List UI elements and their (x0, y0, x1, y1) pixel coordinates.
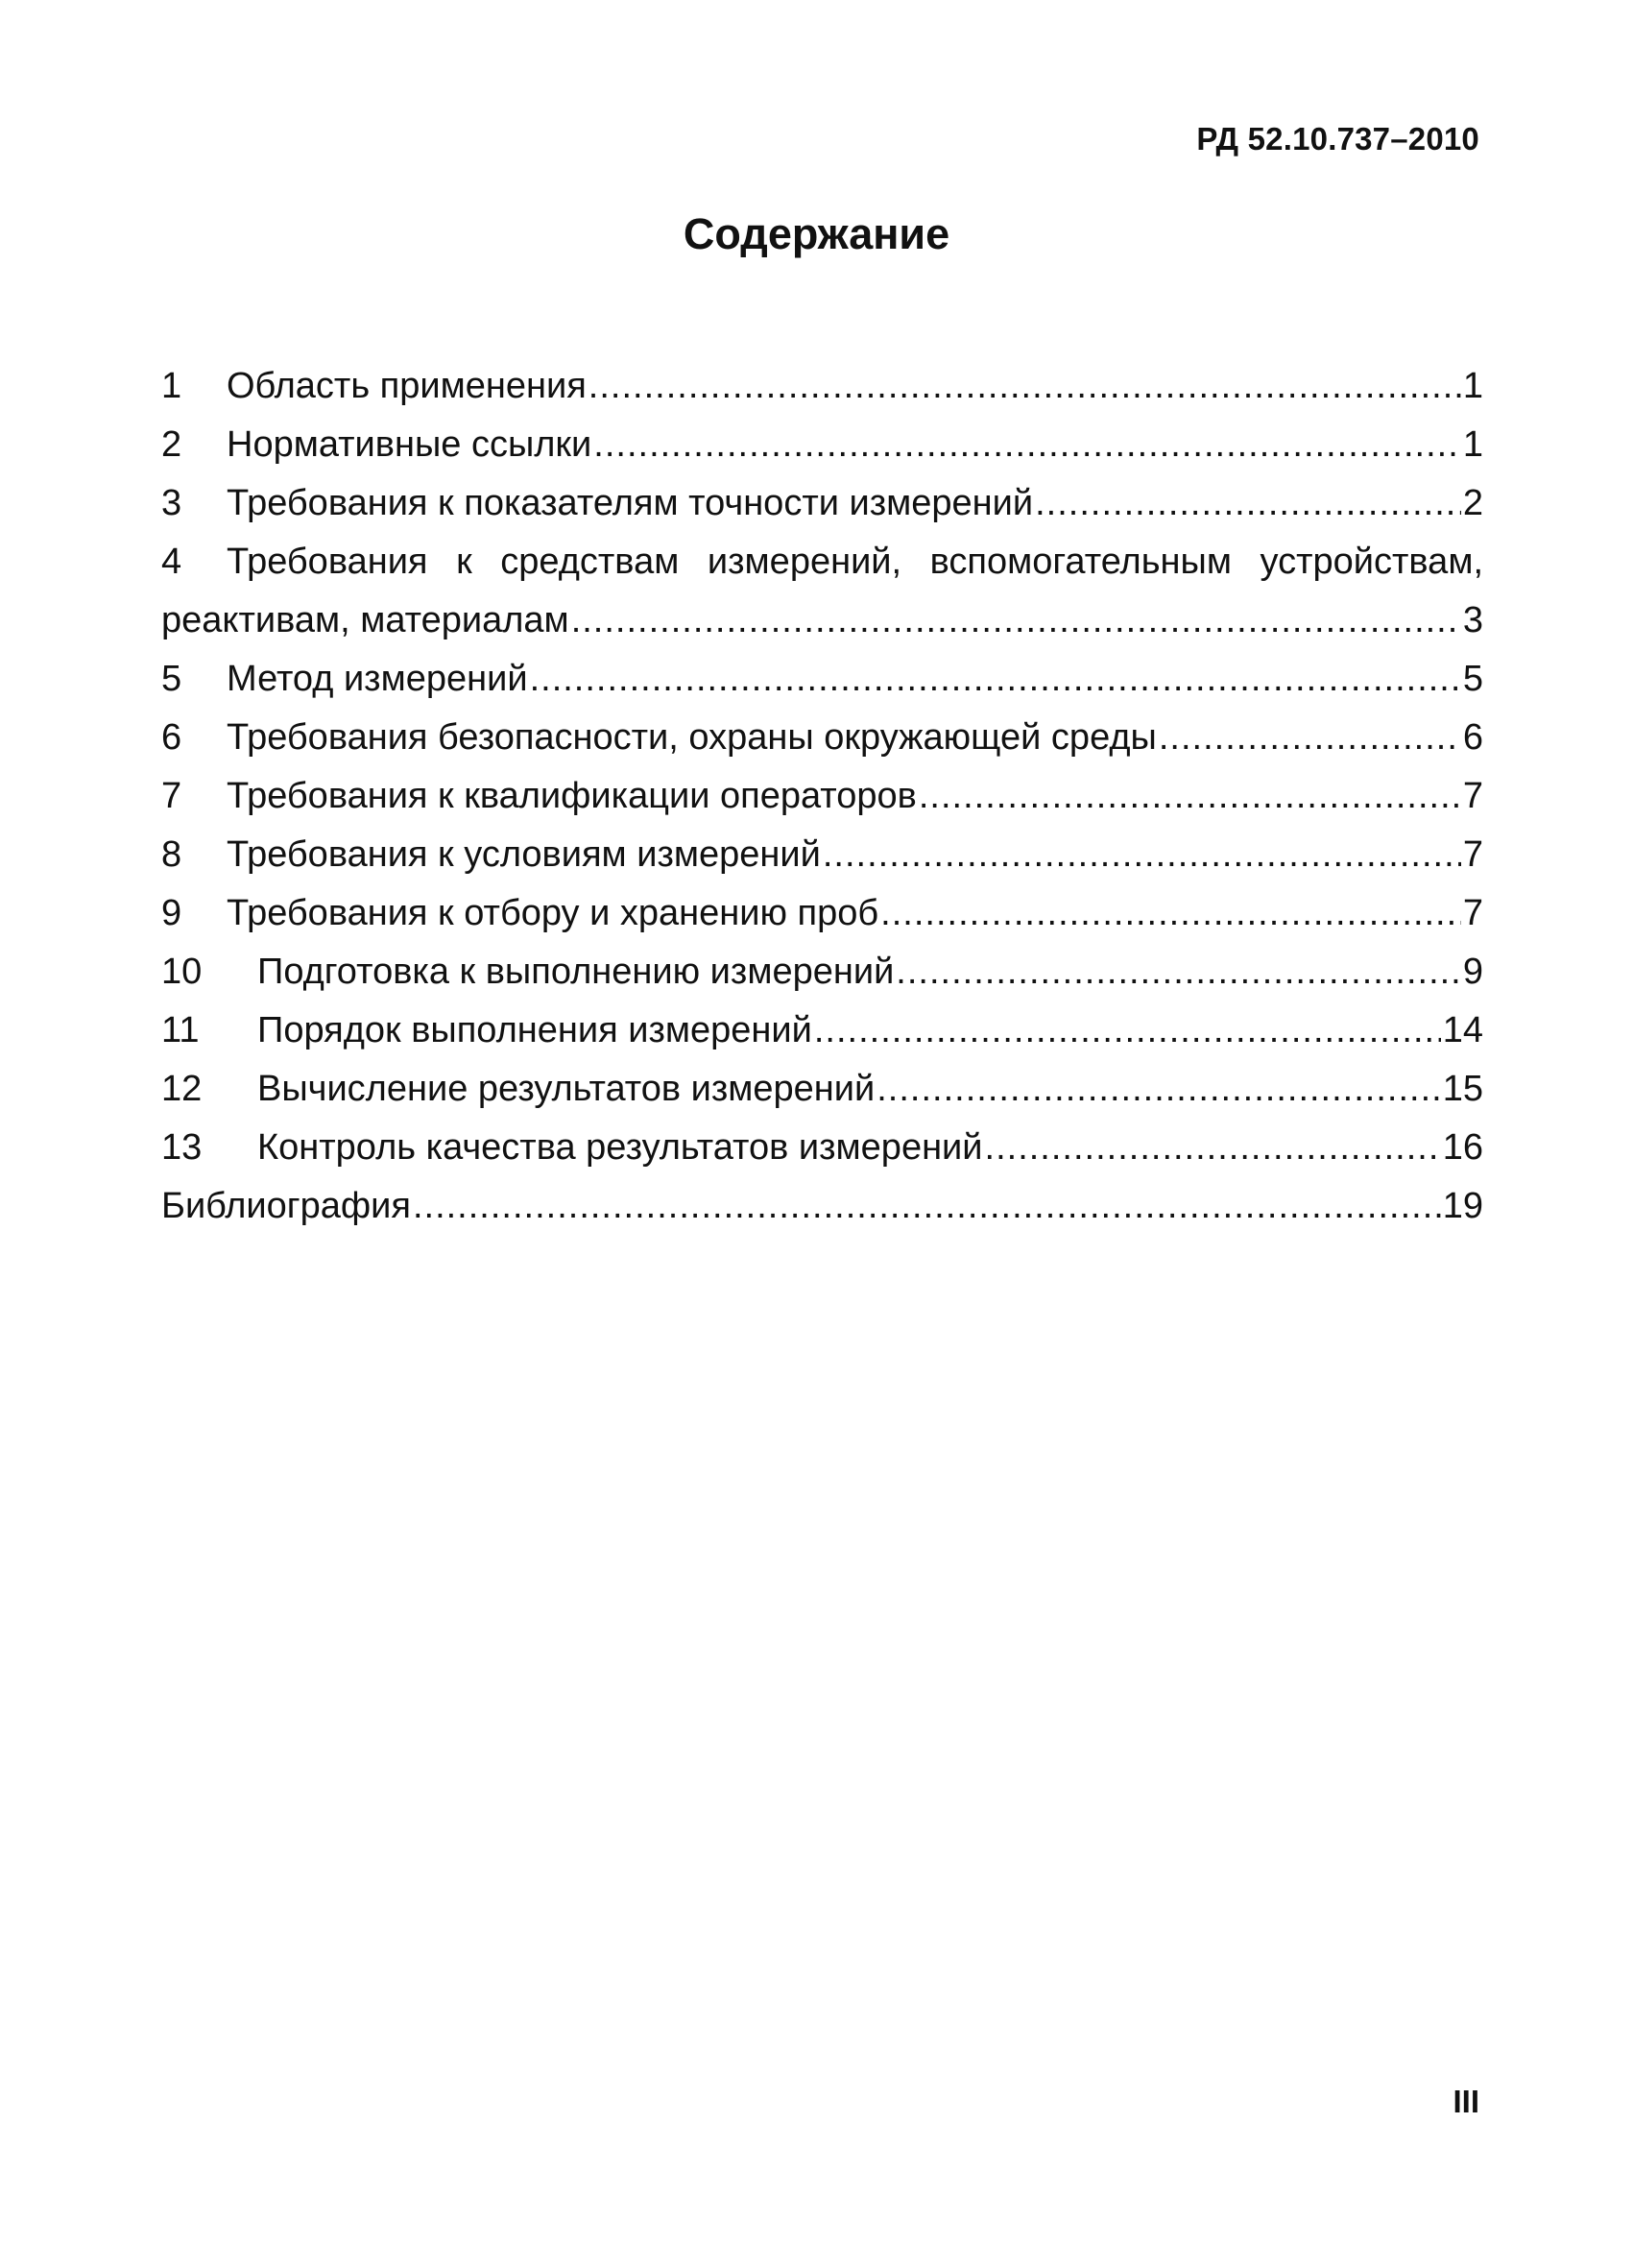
toc-entry-page: 1 (1462, 366, 1483, 406)
toc-leader-dots (530, 650, 1461, 709)
toc-entry-title: Требования безопасности, охраны окружающей среды (227, 717, 1157, 758)
toc-entry-first-line (161, 533, 1483, 591)
toc-entry-number: 3 (161, 483, 182, 523)
toc-entry-page: 5 (1462, 659, 1483, 699)
toc-entry-number: 7 (161, 776, 182, 816)
toc-entry[interactable] (161, 1060, 1483, 1119)
toc-leader-dots (588, 357, 1461, 416)
toc-leader-dots (1035, 474, 1461, 533)
toc-leader-dots (413, 1177, 1441, 1236)
toc-entry[interactable] (161, 767, 1483, 826)
toc-leader-dots (877, 1060, 1440, 1119)
toc-entry-second-line (161, 591, 1483, 650)
toc-entry-page: 15 (1442, 1069, 1483, 1109)
toc-leader-dots (896, 943, 1461, 1001)
toc-entry-number: 11 (161, 1010, 200, 1050)
toc-entry-title: Нормативные ссылки (227, 424, 592, 465)
toc-entry[interactable] (161, 650, 1483, 709)
toc-entry-title: Требования к квалификации операторов (227, 776, 917, 816)
toc-entry-number: 5 (161, 659, 182, 699)
toc-entry-number: 12 (161, 1069, 203, 1109)
toc-entry[interactable] (161, 943, 1483, 1001)
toc-entry-page: 1 (1462, 424, 1483, 465)
toc-entry-title: Вычисление результатов измерений (257, 1069, 876, 1109)
toc-entry[interactable] (161, 533, 1483, 650)
toc-entry-word: к (456, 542, 472, 582)
toc-entry-word: вспомогательным (929, 542, 1232, 582)
toc-entry-title: Метод измерений (227, 659, 528, 699)
toc-entry-number: 13 (161, 1127, 203, 1168)
toc-entry-number: 9 (161, 893, 182, 933)
toc-leader-dots (814, 1001, 1441, 1060)
toc-entry-word: устройствам, (1260, 542, 1483, 582)
page-number: III (1453, 2084, 1479, 2119)
toc-entry-page: 16 (1442, 1127, 1483, 1168)
document-code: РД 52.10.737–2010 (1196, 121, 1479, 157)
toc-entry-word: измерений, (707, 542, 902, 582)
toc-entry-word: Требования (227, 542, 428, 582)
toc-entry[interactable] (161, 884, 1483, 943)
toc-entry-number: 8 (161, 834, 182, 875)
toc-entry-number: 6 (161, 717, 182, 758)
toc-leader-dots (593, 416, 1461, 474)
toc-entry-page: 7 (1462, 893, 1483, 933)
toc-entry-title: Порядок выполнения измерений (257, 1010, 812, 1050)
toc-entry-page: 14 (1442, 1010, 1483, 1050)
toc-title: Содержание (683, 209, 950, 258)
toc-leader-dots (985, 1119, 1441, 1177)
toc-leader-dots (919, 767, 1461, 826)
toc-leader-dots (1159, 709, 1461, 767)
toc-entry-title: Библиография (161, 1186, 411, 1226)
toc-leader-dots (823, 826, 1461, 884)
toc-entry-page: 6 (1462, 717, 1483, 758)
toc-entry-page: 19 (1442, 1186, 1483, 1226)
toc-entry-number: 4 (161, 542, 182, 582)
toc-entry-page: 3 (1462, 600, 1483, 640)
toc-entry-page: 7 (1462, 834, 1483, 875)
toc-entry[interactable] (161, 416, 1483, 474)
toc-entry[interactable] (161, 357, 1483, 416)
toc-entry-title: Подготовка к выполнению измерений (257, 952, 895, 992)
toc-entry-title: Требования к условиям измерений (227, 834, 821, 875)
toc-entry-word: средствам (500, 542, 680, 582)
toc-entry-number: 1 (161, 366, 182, 406)
toc-entry[interactable] (161, 474, 1483, 533)
toc-entry-title: Область применения (227, 366, 587, 406)
toc-leader-dots (880, 884, 1461, 943)
table-of-contents (161, 357, 1483, 1236)
toc-entry-title: Контроль качества результатов измерений (257, 1127, 983, 1168)
toc-entry-title-continued: реактивам, материалам (161, 600, 569, 640)
toc-entry-page: 2 (1462, 483, 1483, 523)
toc-leader-dots (571, 591, 1461, 650)
toc-entry[interactable] (161, 1119, 1483, 1177)
toc-entry[interactable] (161, 709, 1483, 767)
toc-entry-page: 7 (1462, 776, 1483, 816)
toc-entry[interactable] (161, 826, 1483, 884)
toc-entry-title: Требования к отбору и хранению проб (227, 893, 879, 933)
toc-entry-number: 2 (161, 424, 182, 465)
toc-entry[interactable] (161, 1001, 1483, 1060)
toc-entry-bibliography[interactable] (161, 1177, 1483, 1236)
toc-entry-number: 10 (161, 952, 203, 992)
toc-entry-page: 9 (1462, 952, 1483, 992)
toc-entry-title: Требования к показателям точности измерений (227, 483, 1034, 523)
